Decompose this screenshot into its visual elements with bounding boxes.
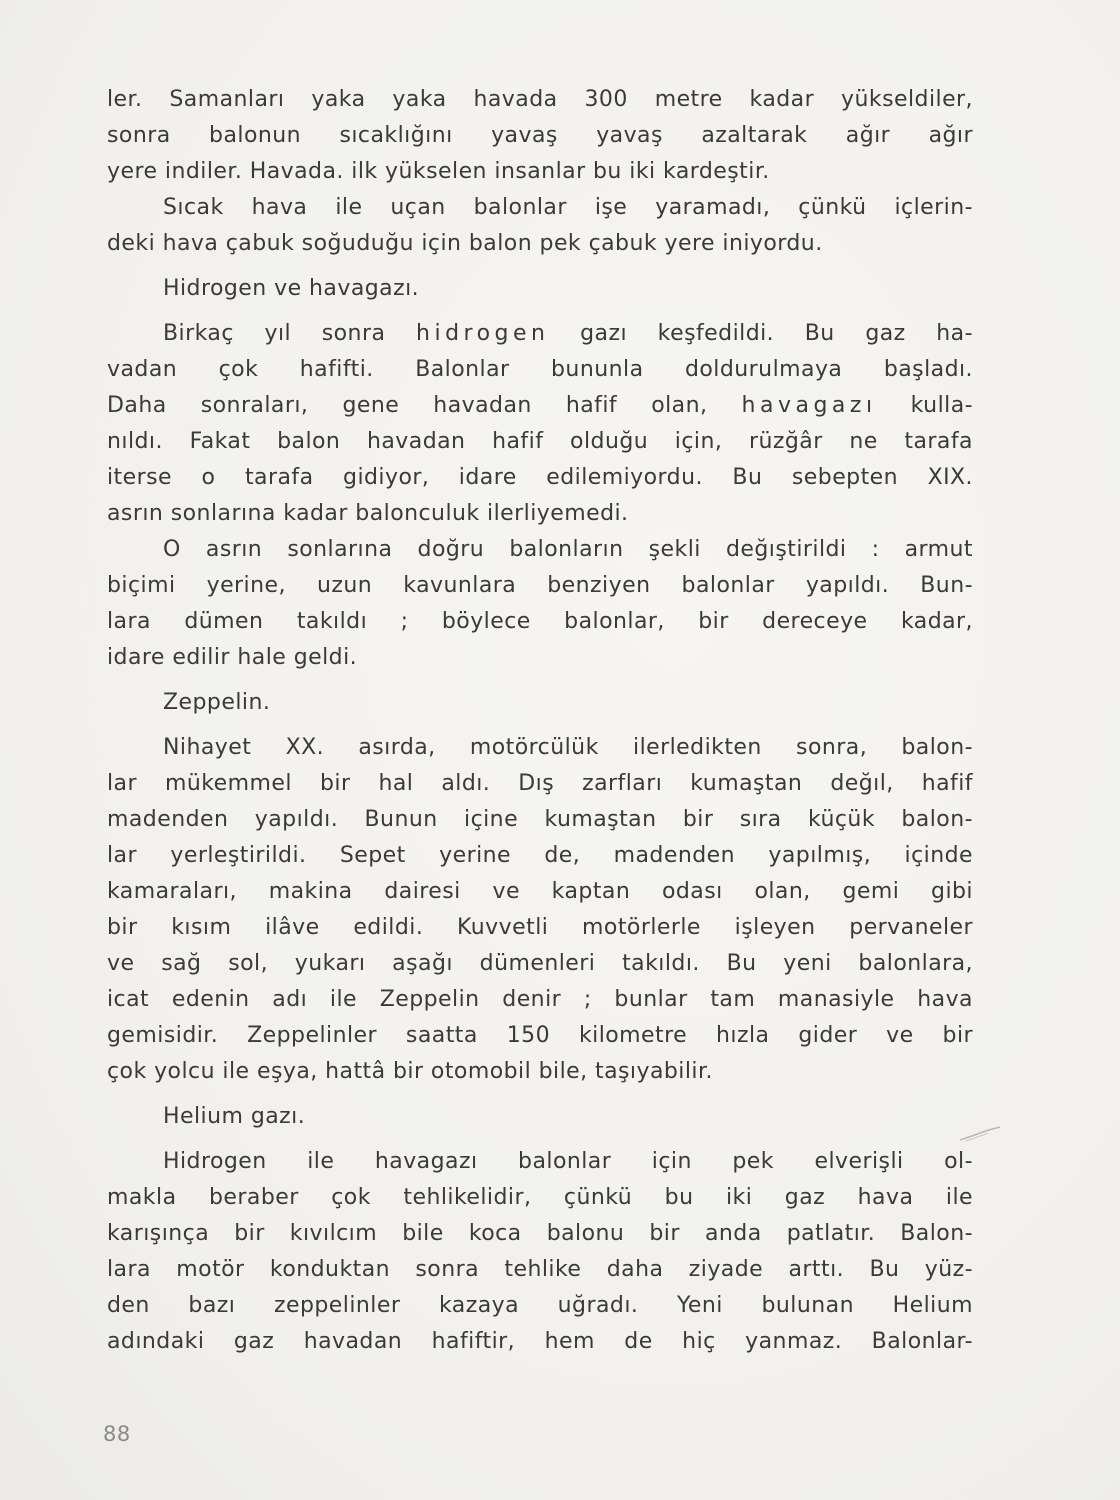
text-line: madenden yapıldı. Bunun içine kumaştan bir sıra küçük balon-	[107, 807, 973, 832]
text-line: Sıcak hava ile uçan balonlar işe yaramadı, çünkü içlerin-	[163, 195, 973, 220]
page-body-text	[107, 82, 973, 1360]
text-line: den bazı zeppelinler kazaya uğradı. Yeni bulunan Helium	[107, 1293, 973, 1318]
text-line: deki hava çabuk soğuduğu için balon pek çabuk yere iniyordu.	[107, 231, 823, 256]
text-line: kamaraları, makina dairesi ve kaptan odası olan, gemi gibi	[107, 879, 973, 904]
text-line: vadan çok hafifti. Balonlar bununla doldurulmaya başladı.	[107, 357, 973, 382]
text-line: iterse o tarafa gidiyor, idare edilemiyordu. Bu sebepten XIX.	[107, 465, 973, 490]
text-line: Nihayet XX. asırda, motörcülük ilerledikten sonra, balon-	[163, 735, 973, 760]
text-run: kulla-	[876, 393, 974, 418]
paragraph-asrin-sonlari	[107, 532, 973, 676]
text-line: ve sağ sol, yukarı aşağı dümenleri takıldı. Bu yeni balonlara,	[107, 951, 973, 976]
text-line: sonra balonun sıcaklığını yavaş yavaş azaltarak ağır ağır	[107, 123, 973, 148]
paragraph-helium	[107, 1144, 973, 1360]
text-run: Birkaç yıl sonra	[163, 321, 417, 346]
section-heading-zeppelin: Zeppelin.	[163, 690, 271, 715]
text-line: gemisidir. Zeppelinler saatta 150 kilometre hızla gider ve bir	[107, 1023, 973, 1048]
section-heading-helium: Helium gazı.	[163, 1104, 306, 1129]
text-line: lar mükemmel bir hal aldı. Dış zarfları kumaştan değıl, hafif	[107, 771, 973, 796]
text-line: idare edilir hale geldi.	[107, 645, 358, 670]
text-line: nıldı. Fakat balon havadan hafif olduğu için, rüzğâr ne tarafa	[107, 429, 973, 454]
text-line: lara motör konduktan sonra tehlike daha ziyade arttı. Bu yüz-	[107, 1257, 973, 1282]
text-line	[107, 388, 973, 424]
text-line: makla beraber çok tehlikelidir, çünkü bu iki gaz hava ile	[107, 1185, 973, 1210]
emphasized-term: havagazı	[741, 393, 877, 418]
text-line	[107, 316, 973, 352]
text-line: karışınça bir kıvılcım bile koca balonu bir anda patlatır. Balon-	[107, 1221, 973, 1246]
paragraph-zeppelin	[107, 730, 973, 1090]
section-heading-hidrogen: Hidrogen ve havagazı.	[163, 276, 420, 301]
text-line: yere indiler. Havada. ilk yükselen insanlar bu iki kardeştir.	[107, 159, 770, 184]
paragraph-sicak-hava	[107, 190, 973, 262]
text-line: asrın sonlarına kadar balonculuk ilerliyemedi.	[107, 501, 629, 526]
page-number: 88	[103, 1422, 131, 1446]
paragraph-hidrogen	[107, 316, 973, 532]
text-run: gazı keşfedildi. Bu gaz ha-	[549, 321, 974, 346]
emphasized-term: hidrogen	[416, 321, 550, 346]
text-line: bir kısım ilâve edildi. Kuvvetli motörlerle işleyen pervaneler	[107, 915, 973, 940]
text-run: Daha sonraları, gene havadan hafif olan,	[107, 393, 742, 418]
text-line: ler. Samanları yaka yaka havada 300 metre kadar yükseldiler,	[107, 87, 973, 112]
text-line: lar yerleştirildi. Sepet yerine de, madenden yapılmış, içinde	[107, 843, 973, 868]
text-line: çok yolcu ile eşya, hattâ bir otomobil bile, taşıyabilir.	[107, 1059, 713, 1084]
text-line: O asrın sonlarına doğru balonların şekli değıştirildi : armut	[163, 537, 973, 562]
text-line: biçimi yerine, uzun kavunlara benziyen balonlar yapıldı. Bun-	[107, 573, 973, 598]
text-line: icat edenin adı ile Zeppelin denir ; bunlar tam manasiyle hava	[107, 987, 973, 1012]
ink-smudge-mark	[958, 1124, 1002, 1144]
text-line: Hidrogen ile havagazı balonlar için pek elverişli ol-	[163, 1149, 973, 1174]
text-line: lara dümen takıldı ; böylece balonlar, bir dereceye kadar,	[107, 609, 973, 634]
text-line: adındaki gaz havadan hafiftir, hem de hiç yanmaz. Balonlar-	[107, 1329, 973, 1354]
paragraph-montgolfier	[107, 82, 973, 190]
